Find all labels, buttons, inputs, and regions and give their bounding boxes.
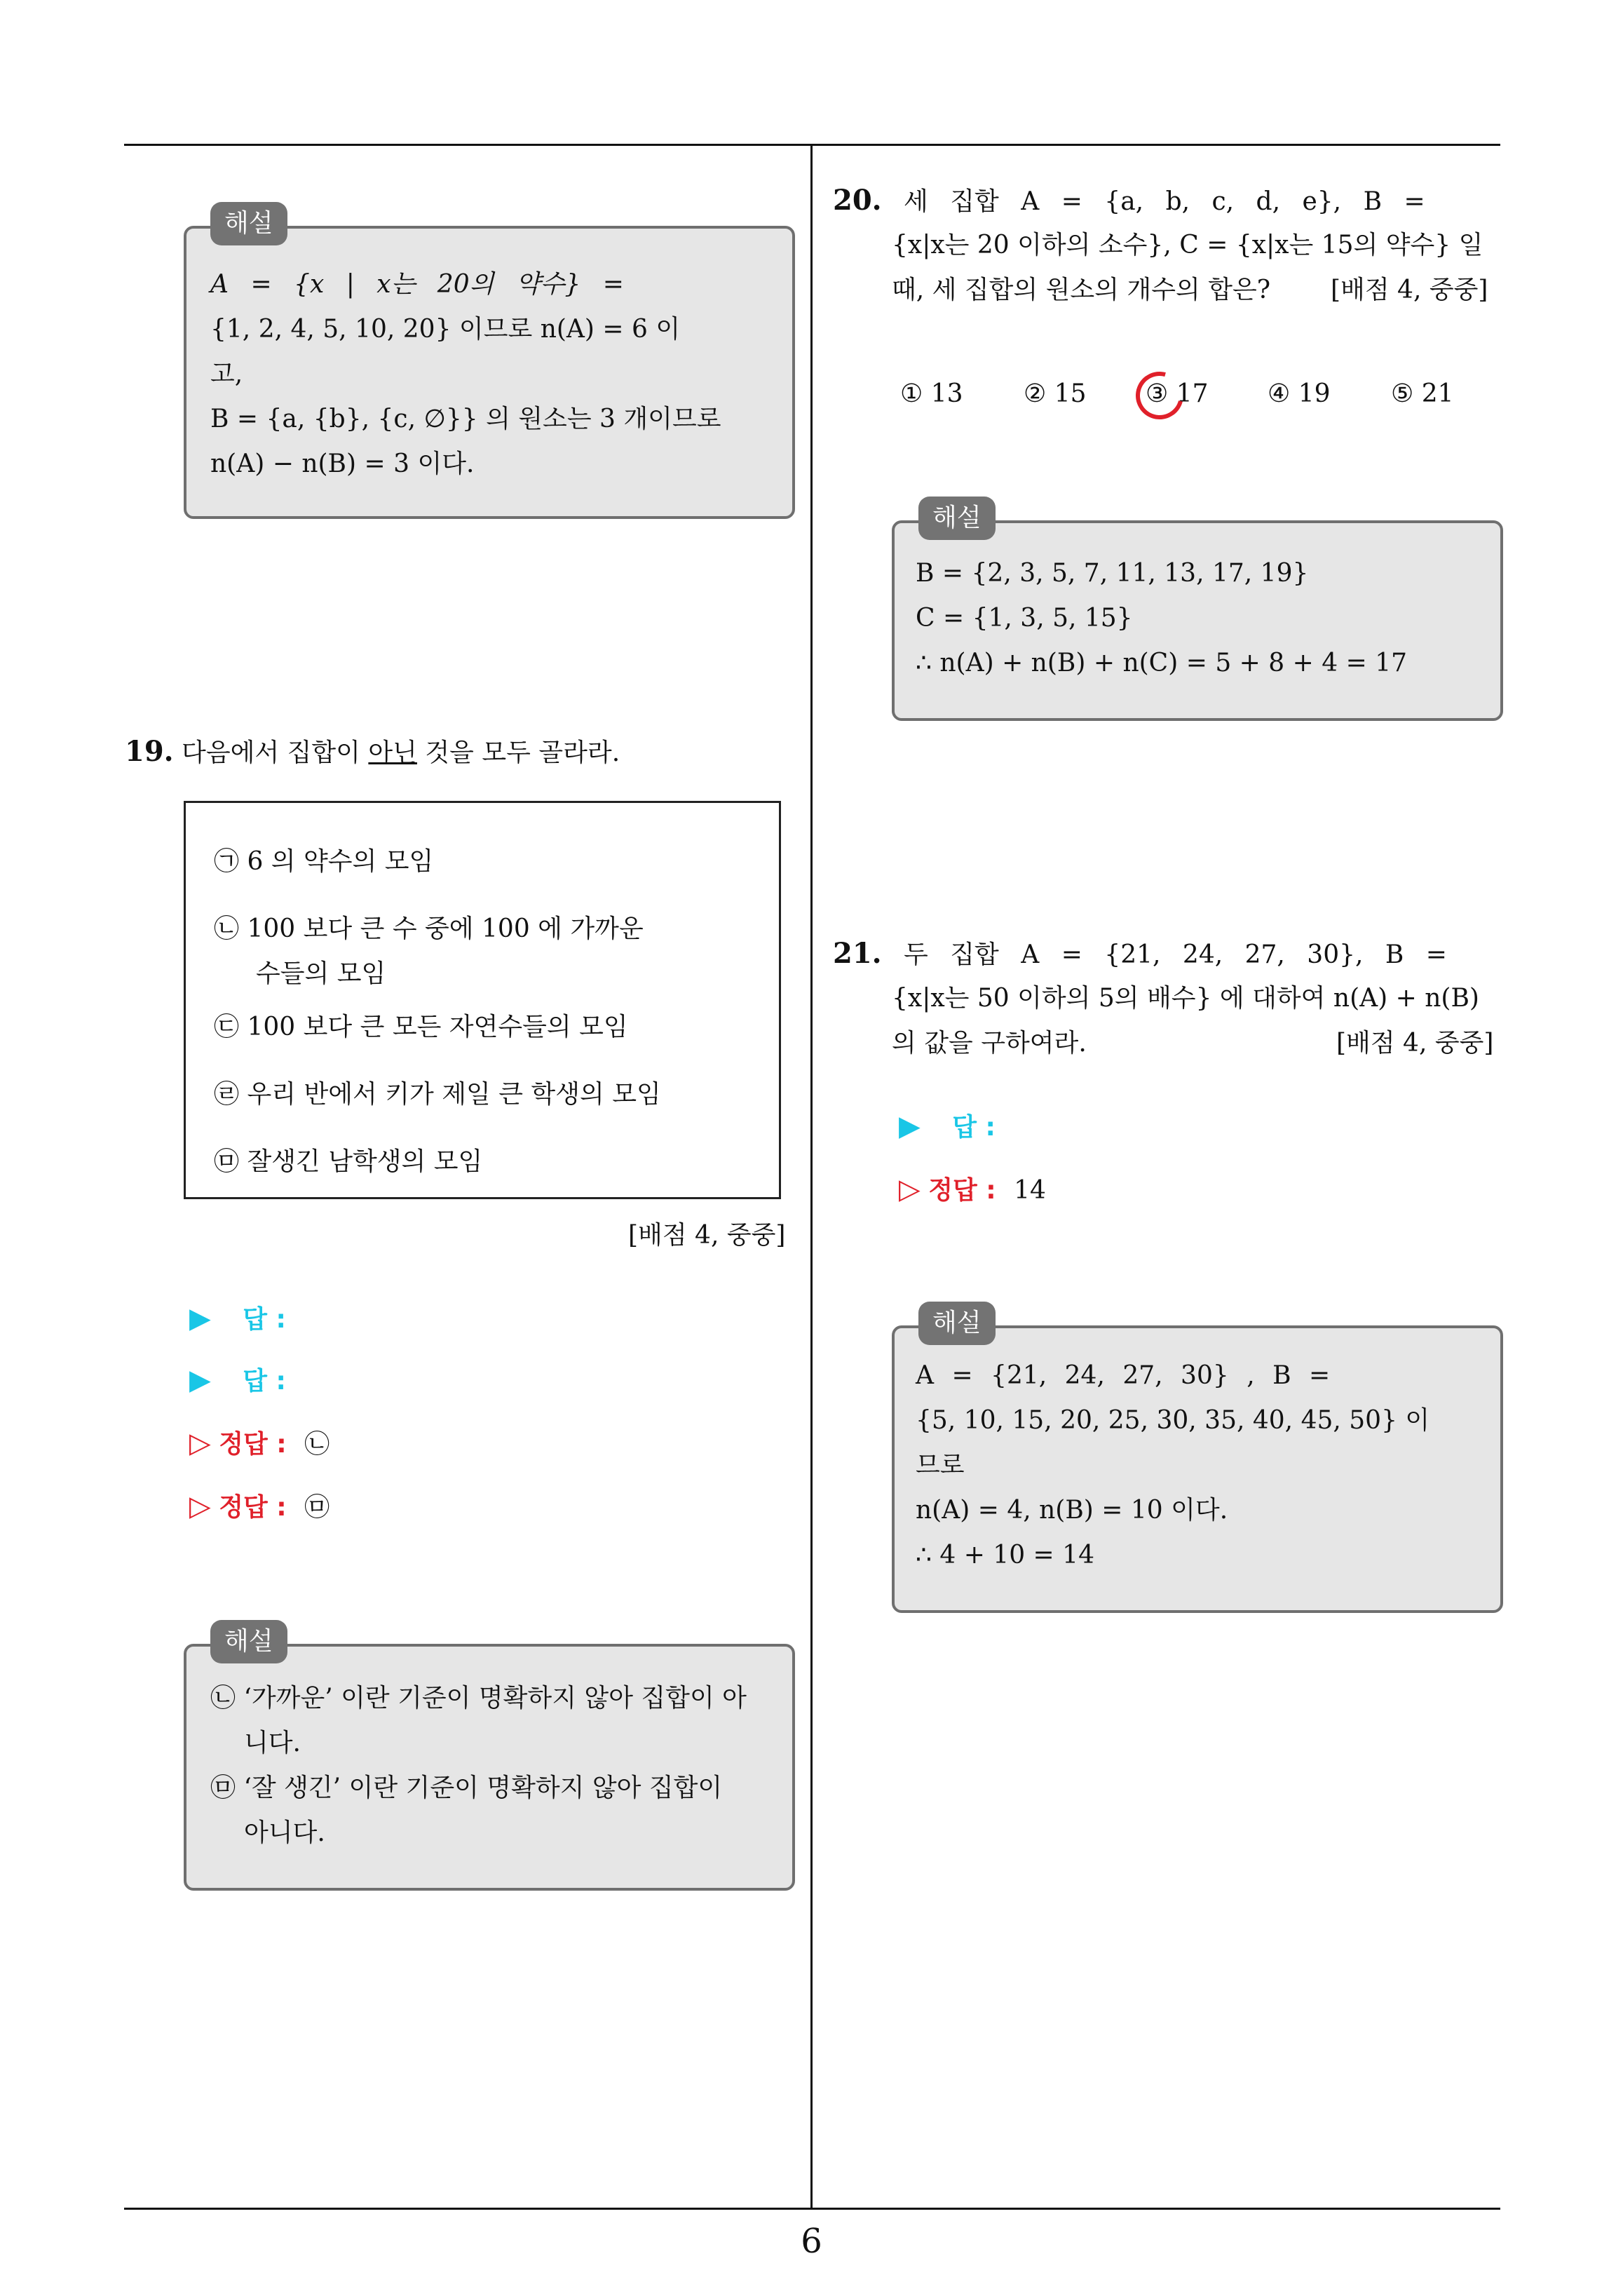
correct-answer-line	[899, 1167, 1046, 1213]
question-20-points: [배점 4, 중중]	[1331, 276, 1488, 304]
solution-line: ∴ n(A) + n(B) + n(C) = 5 + 8 + 4 = 17	[916, 649, 1407, 677]
solution-line: 니다.	[244, 1729, 301, 1757]
solution-line: {5, 10, 15, 20, 25, 30, 35, 40, 45, 50} 이	[916, 1406, 1430, 1435]
question-20-line: {x|x는 20 이하의 소수}, C = {x|x는 15의 약수} 일	[892, 231, 1483, 259]
item-line: 수들의 모임	[256, 959, 386, 988]
question-text: 세 집합 A = {a, b, c, d, e}, B =	[904, 187, 1425, 216]
play-icon: ▶	[189, 1302, 211, 1335]
outline-play-icon: ▷	[189, 1490, 211, 1522]
correct-answer-line-1	[189, 1421, 330, 1467]
answer-label: 답 :	[243, 1367, 286, 1396]
solution-tag: 해설	[918, 1302, 996, 1345]
correct-value: 14	[1014, 1176, 1046, 1205]
question-text-underlined: 아닌	[368, 738, 417, 767]
solution-box-18	[184, 209, 795, 519]
question-number: 19.	[125, 735, 174, 768]
solution-line: A = {21, 24, 27, 30} , B =	[916, 1361, 1331, 1390]
correct-label: 정답 :	[219, 1493, 287, 1522]
answer-label: 답 :	[952, 1113, 996, 1142]
answer-line-1	[189, 1296, 286, 1342]
solution-line: 므로	[916, 1451, 965, 1480]
correct-label: 정답 :	[928, 1176, 996, 1205]
solution-line: 고,	[210, 360, 243, 389]
question-19-stem	[125, 729, 620, 776]
choice-3[interactable]: ③ 17	[1146, 379, 1209, 408]
question-19-points: [배점 4, 중중]	[628, 1221, 786, 1250]
page-number: 6	[801, 2222, 822, 2261]
play-icon: ▶	[189, 1364, 211, 1396]
correct-answer-line-2	[189, 1484, 330, 1530]
question-21-points: [배점 4, 중중]	[1336, 1029, 1494, 1058]
solution-line: B = {2, 3, 5, 7, 11, 13, 17, 19}	[916, 559, 1309, 588]
question-number: 21.	[833, 937, 882, 970]
item-line: ㉢ 100 보다 큰 모든 자연수들의 모임	[214, 1013, 628, 1041]
correct-label: 정답 :	[219, 1430, 287, 1459]
question-21-line: {x|x는 50 이하의 5의 배수} 에 대하여 n(A) + n(B)	[892, 984, 1479, 1013]
solution-line: B = {a, {b}, {c, ∅}} 의 원소는 3 개이므로	[210, 405, 721, 433]
solution-line: ㉡ ‘가까운’ 이란 기준이 명확하지 않아 집합이 아	[210, 1684, 747, 1713]
question-text: 것을 모두 골라라.	[416, 738, 620, 767]
answer-line-2	[189, 1358, 286, 1404]
item-line: ㉠ 6 의 약수의 모임	[214, 847, 434, 876]
solution-line: ㉤ ‘잘 생긴’ 이란 기준이 명확하지 않아 집합이	[210, 1774, 723, 1802]
column-divider	[810, 144, 813, 2209]
item-line: ㉤ 잘생긴 남학생의 모임	[214, 1147, 483, 1176]
answer-label: 답 :	[243, 1305, 286, 1334]
outline-play-icon: ▷	[899, 1173, 921, 1206]
question-text: 두 집합 A = {21, 24, 27, 30}, B =	[904, 940, 1447, 969]
solution-line: 아니다.	[244, 1818, 325, 1847]
solution-tag: 해설	[918, 497, 996, 540]
question-text: 다음에서 집합이	[182, 738, 369, 767]
play-icon: ▶	[899, 1110, 921, 1142]
question-21-line: 의 값을 구하여라.	[892, 1029, 1087, 1058]
question-20-line: 때, 세 집합의 원소의 개수의 합은?	[892, 276, 1271, 304]
solution-tag: 해설	[210, 1620, 287, 1663]
choice-4[interactable]: ④ 19	[1268, 379, 1331, 408]
solution-line: n(A) = 4, n(B) = 10 이다.	[916, 1496, 1228, 1525]
item-line: ㉣ 우리 반에서 키가 제일 큰 학생의 모임	[214, 1080, 661, 1109]
solution-line: n(A) − n(B) = 3 이다.	[210, 450, 475, 478]
item-line: ㉡ 100 보다 큰 수 중에 100 에 가까운	[214, 914, 644, 943]
bottom-rule	[124, 2208, 1500, 2210]
solution-line: A = {x | x는 20의 약수} =	[210, 270, 624, 299]
choice-1[interactable]: ① 13	[900, 379, 963, 408]
answer-line	[899, 1104, 996, 1150]
solution-tag: 해설	[210, 202, 287, 245]
question-20-line	[833, 178, 1425, 224]
solution-box-19	[184, 1627, 795, 1891]
solution-box-20	[892, 504, 1503, 721]
solution-line: C = {1, 3, 5, 15}	[916, 604, 1133, 633]
choice-2[interactable]: ② 15	[1024, 379, 1087, 408]
solution-line: {1, 2, 4, 5, 10, 20} 이므로 n(A) = 6 이	[210, 315, 681, 344]
correct-value: ㉤	[304, 1493, 330, 1522]
solution-line: ∴ 4 + 10 = 14	[916, 1541, 1094, 1569]
choice-5[interactable]: ⑤ 21	[1391, 379, 1454, 408]
outline-play-icon: ▷	[189, 1427, 211, 1459]
solution-box-21	[892, 1309, 1503, 1613]
question-number: 20.	[833, 184, 882, 217]
correct-value: ㉡	[304, 1430, 330, 1459]
question-19-items-box	[184, 801, 781, 1199]
question-21-line	[833, 931, 1447, 978]
